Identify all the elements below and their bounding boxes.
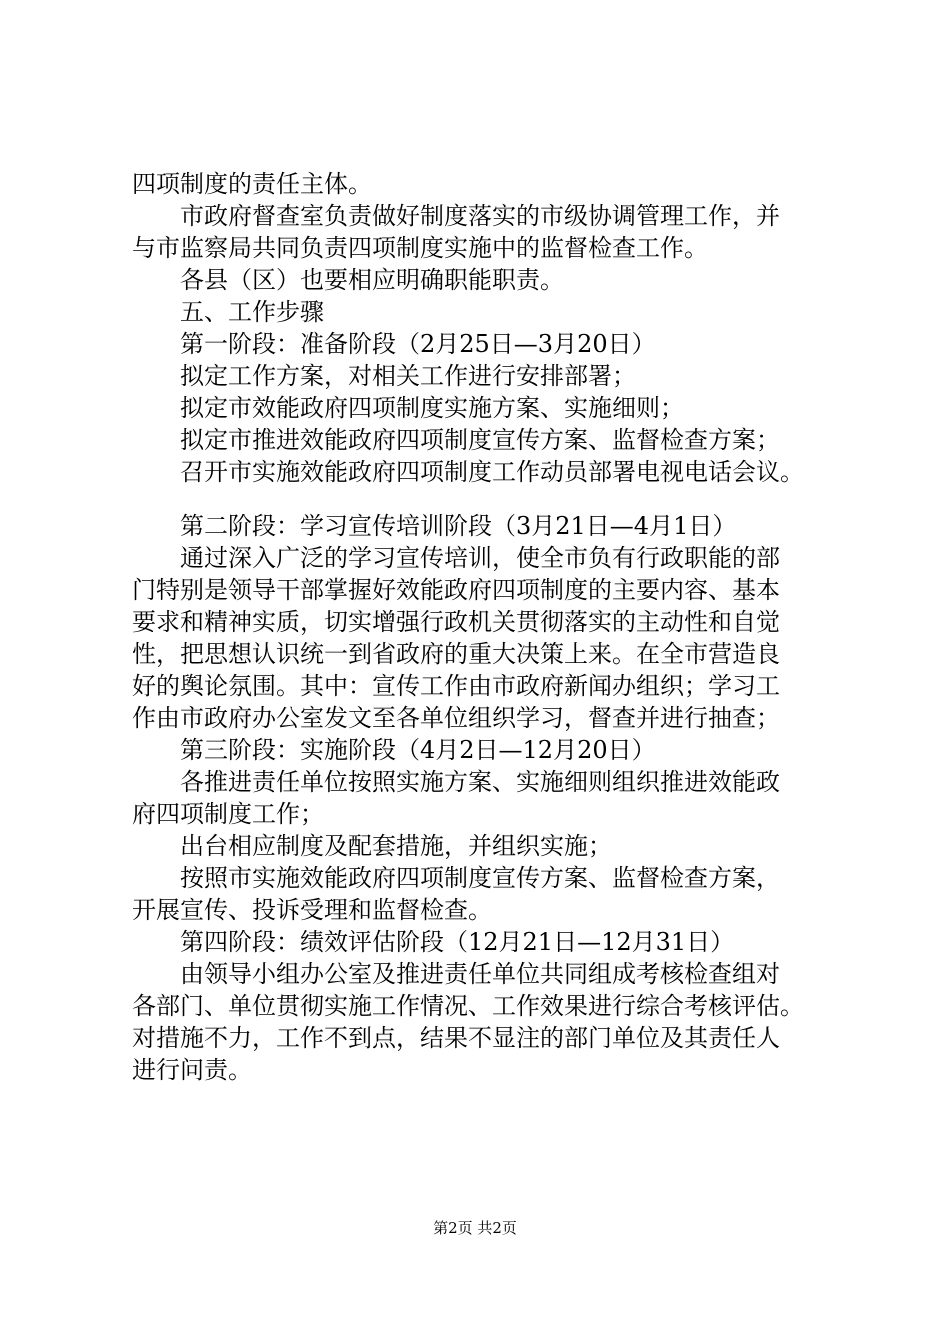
paragraph-start: 拟定工作方案，对相关工作进行安排部署； <box>180 362 636 390</box>
paragraph-start: 拟定市效能政府四项制度实施方案、实施细则； <box>180 394 684 422</box>
section-heading: 五、工作步骤 <box>180 298 324 326</box>
text-line: 开展宣传、投诉受理和监督检查。 <box>132 896 492 924</box>
paragraph-start: 按照市实施效能政府四项制度宣传方案、监督检查方案， <box>180 864 780 892</box>
paragraph-start: 由领导小组办公室及推进责任单位共同组成考核检查组对 <box>180 960 780 988</box>
text-line: 与市监察局共同负责四项制度实施中的监督检查工作。 <box>132 234 708 262</box>
paragraph-start: 市政府督查室负责做好制度落实的市级协调管理工作，并 <box>180 202 780 230</box>
paragraph-start: 各推进责任单位按照实施方案、实施细则组织推进效能政 <box>180 768 780 796</box>
paragraph-start: 通过深入广泛的学习宣传培训，使全市负有行政职能的部 <box>180 544 780 572</box>
text-line: 要求和精神实质，切实增强行政机关贯彻落实的主动性和自觉 <box>132 608 780 636</box>
text-line: 对措施不力，工作不到点，结果不显注的部门单位及其责任人 <box>132 1024 780 1052</box>
text-line: 作由市政府办公室发文至各单位组织学习，督查并进行抽查； <box>132 704 780 732</box>
phase-heading: 第一阶段：准备阶段（2月25日—3月20日） <box>180 330 656 358</box>
text-line: 性，把思想认识统一到省政府的重大决策上来。在全市营造良 <box>132 640 780 668</box>
text-line: 进行问责。 <box>132 1056 252 1084</box>
paragraph-start: 召开市实施效能政府四项制度工作动员部署电视电话会议。 <box>180 458 804 486</box>
text-line: 门特别是领导干部掌握好效能政府四项制度的主要内容、基本 <box>132 576 780 604</box>
phase-heading: 第四阶段：绩效评估阶段（12月21日—12月31日） <box>180 928 735 956</box>
paragraph-start: 各县（区）也要相应明确职能职责。 <box>180 266 564 294</box>
paragraph-start: 拟定市推进效能政府四项制度宣传方案、监督检查方案； <box>180 426 780 454</box>
phase-heading: 第二阶段：学习宣传培训阶段（3月21日—4月1日） <box>180 512 737 540</box>
paragraph-start: 出台相应制度及配套措施，并组织实施； <box>180 832 612 860</box>
document-body <box>132 168 832 1086</box>
text-line: 四项制度的责任主体。 <box>132 170 372 198</box>
paragraph-gap <box>132 488 832 510</box>
text-line: 好的舆论氛围。其中：宣传工作由市政府新闻办组织；学习工 <box>132 672 780 700</box>
page-footer: 第2页 共2页 <box>433 1219 517 1237</box>
text-line: 各部门、单位贯彻实施工作情况、工作效果进行综合考核评估。 <box>132 992 804 1020</box>
text-line: 府四项制度工作； <box>132 800 324 828</box>
phase-heading: 第三阶段：实施阶段（4月2日—12月20日） <box>180 736 656 764</box>
